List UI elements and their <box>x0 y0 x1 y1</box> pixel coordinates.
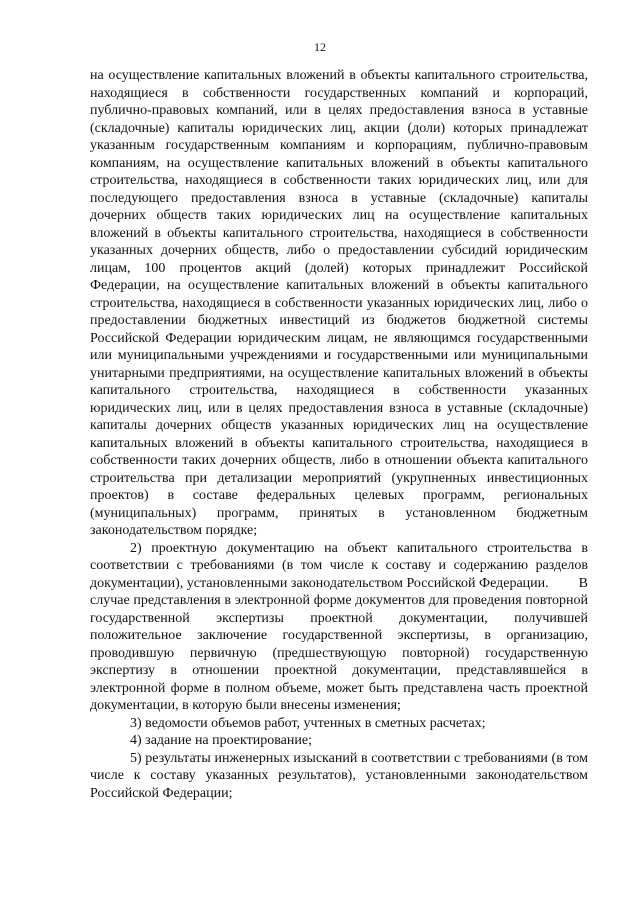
paragraph-item-2-electronic: В случае представления в электронной форме документов для проведения повторной государственной экспертизы проектной документации, получившей положительное заключение государственной экспертизы, в организацию, проводившую первичную (предшествующую повторной) государственную экспертизу в отношении проектной документации, представлявшейся в электронной форме в полном объеме, может быть представлена часть проектной документации, в которую были внесены изменения; <box>90 575 588 713</box>
paragraph-continuation: на осуществление капитальных вложений в объекты капитального строительства, находящиеся в собственности государственных компаний и корпораций, публично-правовых компаний, или в целях предоставления взноса в уставные (складочные) капиталы юридических лиц, акции (доли) которых принадлежат указанным государственным компаниям и корпорациям, публично-правовым компаниям, на осуществление капитальных вложений в объекты капитального строительства, находящиеся в собственности таких юридических лиц, или для последующего предоставления взноса в уставные (складочные) капиталы дочерних обществ таких юридических лиц на осуществление капитальных вложений в объекты капитального строительства, находящиеся в собственности указанных дочерних обществ, либо о предоставлении субсидий юридическим лицам, 100 процентов акций (долей) которых принадлежит Российской Федерации, на осуществление капитальных вложений в объекты капитального строительства, находящиеся в собственности указанных юридических лиц, либо о предоставлении бюджетных инвестиций из бюджетов бюджетной системы Российской Федерации юридическим лицам, не являющимся государственными или муниципальными учреждениями и государственными или муниципальными унитарными предприятиями, на осуществление капитальных вложений в объекты капитального строительства, находящиеся в собственности указанных юридических лиц, или в целях предоставления взноса в уставные (складочные) капиталы дочерних обществ указанных юридических лиц на осуществление капитальных вложений в объекты капитального строительства, находящиеся в собственности таких дочерних обществ, либо в отношении объекта капитального строительства при детализации мероприятий (укрупненных инвестиционных проектов) в составе федеральных целевых программ, региональных (муниципальных) программ, принятых в установленном бюджетным законодательством порядке; <box>90 68 588 538</box>
paragraph-item-4: 4) задание на проектирование; <box>130 733 312 748</box>
paragraph-item-2-main: 2) проектную документацию на объект капитального строительства в соответствии с требованиями (в том числе к составу и содержанию разделов документации), установленными законодательством Российской Федерации. <box>90 540 588 591</box>
paragraph-item-5: 5) результаты инженерных изысканий в соответствии с требованиями (в том числе к составу указанных результатов), установленными законодательством Российской Федерации; <box>90 750 588 801</box>
paragraph-item-2 <box>90 540 588 715</box>
page-number: 12 <box>314 40 326 54</box>
document-body <box>90 67 588 802</box>
paragraph-item-3: 3) ведомости объемов работ, учтенных в сметных расчетах; <box>130 715 486 731</box>
